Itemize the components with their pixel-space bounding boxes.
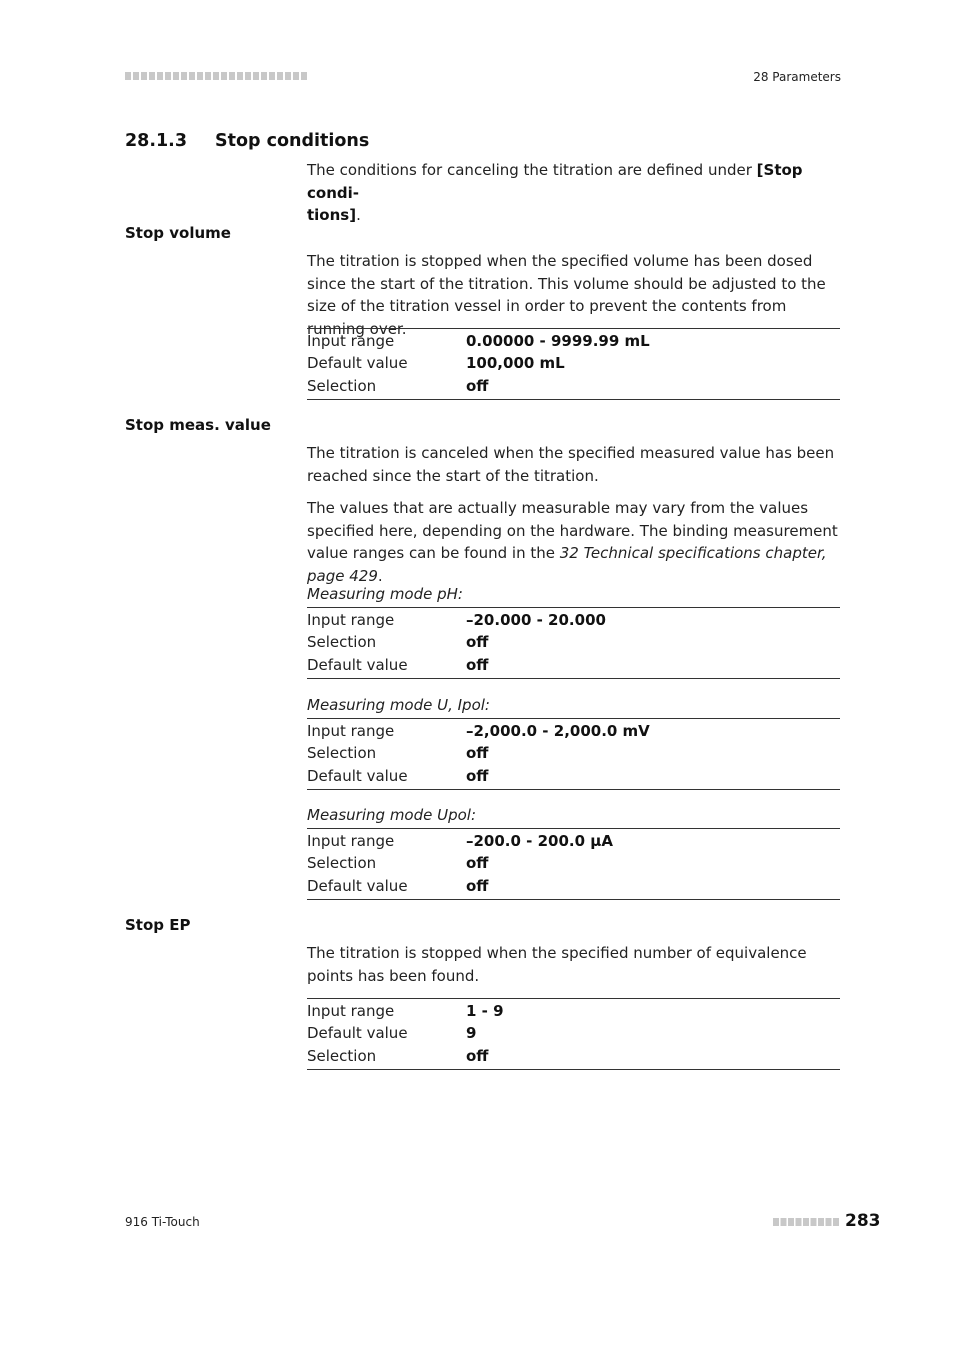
cross-reference-link[interactable]: 32 Technical specifications chapter, page 429 bbox=[307, 544, 827, 585]
row-label: Input range bbox=[307, 332, 395, 351]
row-value: –2,000.0 - 2,000.0 mV bbox=[466, 722, 650, 741]
header-decoration bbox=[125, 72, 307, 80]
row-label: Default value bbox=[307, 655, 408, 674]
stop-volume-description: The titration is stopped when the specified volume has been dosed since the start of the titration. This volume should be adjusted to the size of the titration vessel in order to prevent the contents from running over. bbox=[307, 252, 826, 338]
row-label: Input range bbox=[307, 611, 395, 630]
table-row bbox=[307, 742, 840, 764]
row-label: Selection bbox=[307, 744, 377, 763]
table-row bbox=[307, 1000, 840, 1022]
row-label: Input range bbox=[307, 1002, 395, 1021]
intro-menu-ref-cont: tions] bbox=[307, 206, 357, 224]
table-row bbox=[307, 852, 840, 874]
stop-ep-description: The titration is stopped when the specified number of equivalence points has been found. bbox=[307, 944, 807, 985]
mode-ph-table bbox=[307, 607, 840, 679]
row-value: 1 - 9 bbox=[466, 1002, 504, 1021]
section-number: 28.1.3 bbox=[125, 131, 188, 151]
table-row bbox=[307, 875, 840, 897]
table-row bbox=[307, 830, 840, 852]
stop-ep-table bbox=[307, 998, 840, 1070]
row-value: 100,000 mL bbox=[466, 354, 565, 373]
table-row bbox=[307, 609, 840, 631]
stop-meas-value-description-1: The titration is canceled when the specified measured value has been reached since the start of the titration. bbox=[307, 444, 835, 485]
description-text: The values that are actually measurable may vary from the values specified here, depending on the hardware. The binding measurement value ranges can be found in the bbox=[307, 499, 838, 562]
row-value: 9 bbox=[466, 1024, 477, 1043]
mode-caption-ph: Measuring mode pH: bbox=[307, 585, 463, 603]
stop-volume-table bbox=[307, 328, 840, 400]
row-value: off bbox=[466, 744, 489, 763]
table-row bbox=[307, 1045, 840, 1067]
intro-menu-ref: [Stop condi- bbox=[307, 161, 803, 202]
row-label: Default value bbox=[307, 766, 408, 785]
table-row bbox=[307, 352, 840, 374]
stop-meas-value-description-2 bbox=[307, 497, 842, 587]
row-value: 0.00000 - 9999.99 mL bbox=[466, 332, 650, 351]
intro-text: The conditions for canceling the titration are defined under bbox=[307, 161, 757, 179]
row-value: off bbox=[466, 633, 489, 652]
row-label: Input range bbox=[307, 832, 395, 851]
footer-decoration bbox=[773, 1218, 839, 1226]
running-header-chapter: 28 Parameters bbox=[753, 70, 841, 84]
description-suffix: . bbox=[377, 566, 383, 585]
row-value: off bbox=[466, 1046, 489, 1065]
row-label: Default value bbox=[307, 1024, 408, 1043]
mode-upol-table bbox=[307, 828, 840, 900]
footer-product-name: 916 Ti-Touch bbox=[125, 1215, 200, 1229]
table-row bbox=[307, 654, 840, 676]
row-value: off bbox=[466, 854, 489, 873]
mode-caption-u-ipol: Measuring mode U, Ipol: bbox=[307, 696, 490, 714]
row-label: Selection bbox=[307, 1046, 377, 1065]
table-row bbox=[307, 631, 840, 653]
param-heading-stop-meas-value: Stop meas. value bbox=[125, 416, 271, 434]
row-label: Default value bbox=[307, 354, 408, 373]
mode-u-ipol-table bbox=[307, 718, 840, 790]
row-value: off bbox=[466, 376, 489, 395]
row-value: off bbox=[466, 766, 489, 785]
row-label: Selection bbox=[307, 376, 377, 395]
row-value: –20.000 - 20.000 bbox=[466, 611, 606, 630]
mode-caption-upol: Measuring mode Upol: bbox=[307, 806, 477, 824]
table-row bbox=[307, 765, 840, 787]
section-intro bbox=[307, 159, 842, 227]
param-heading-stop-volume: Stop volume bbox=[125, 224, 231, 242]
row-label: Selection bbox=[307, 854, 377, 873]
row-value: off bbox=[466, 655, 489, 674]
section-heading: Stop conditions bbox=[215, 131, 370, 151]
section-title bbox=[125, 131, 369, 151]
row-label: Selection bbox=[307, 633, 377, 652]
row-label: Input range bbox=[307, 722, 395, 741]
table-row bbox=[307, 720, 840, 742]
table-row bbox=[307, 375, 840, 397]
table-row bbox=[307, 330, 840, 352]
row-value: –200.0 - 200.0 µA bbox=[466, 832, 613, 851]
intro-suffix: . bbox=[356, 206, 361, 224]
page-number: 283 bbox=[845, 1211, 881, 1231]
row-value: off bbox=[466, 876, 489, 895]
row-label: Default value bbox=[307, 876, 408, 895]
table-row bbox=[307, 1022, 840, 1044]
param-heading-stop-ep: Stop EP bbox=[125, 916, 191, 934]
